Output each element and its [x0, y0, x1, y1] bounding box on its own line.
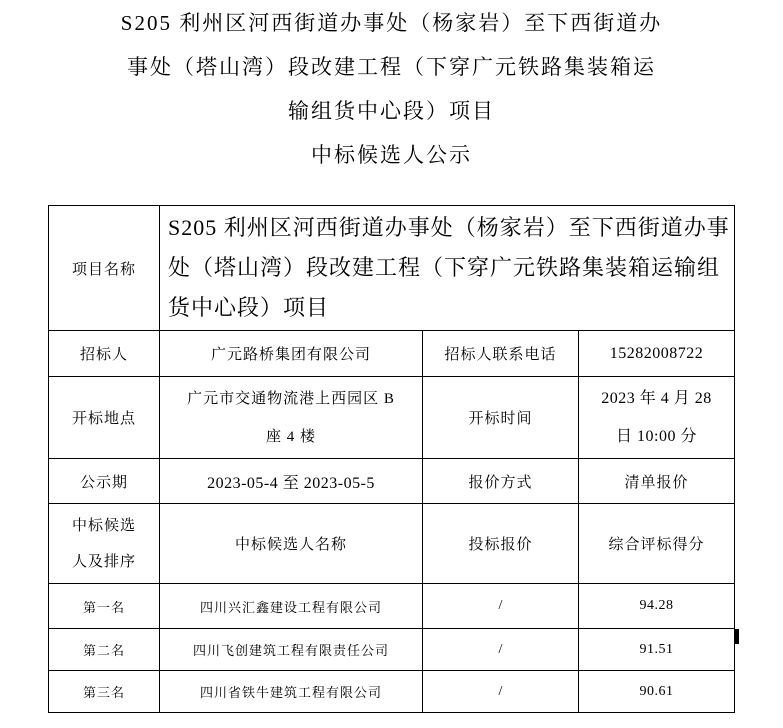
candidate-bid-price: /	[423, 629, 579, 671]
project-name-value: S205 利州区河西街道办事处（杨家岩）至下西街道办事处（塔山湾）段改建工程（下穿广元铁路集装箱运输组货中心段）项目	[160, 206, 735, 331]
pricing-method-value: 清单报价	[579, 459, 735, 504]
candidate-score: 91.51	[579, 629, 735, 671]
candidate-name: 四川省铁牛建筑工程有限公司	[160, 671, 423, 713]
bid-price-header: 投标报价	[423, 504, 579, 584]
table-row-project	[49, 206, 735, 331]
tenderer-phone-label: 招标人联系电话	[423, 331, 579, 377]
candidate-rank: 第一名	[49, 584, 160, 629]
table-row-publicity	[49, 459, 735, 504]
candidate-rank: 第二名	[49, 629, 160, 671]
table-row-candidate-1	[49, 584, 735, 629]
candidate-bid-price: /	[423, 671, 579, 713]
candidate-bid-price: /	[423, 584, 579, 629]
page-title-line: 中标候选人公示	[311, 143, 472, 167]
tenderer-label: 招标人	[49, 331, 160, 377]
opening-location-value	[160, 377, 423, 459]
table-row-candidate-2	[49, 629, 735, 671]
candidate-score: 90.61	[579, 671, 735, 713]
candidates-ranking-label-line: 人及排序	[71, 553, 136, 570]
pricing-method-label: 报价方式	[423, 459, 579, 504]
page-title-line: 输组货中心段）项目	[288, 99, 495, 123]
tenderer-phone-value: 15282008722	[579, 331, 735, 377]
candidate-rank: 第三名	[49, 671, 160, 713]
publicity-label: 公示期	[49, 459, 160, 504]
text-cursor-artifact	[735, 629, 739, 644]
page-title	[0, 1, 783, 177]
candidates-ranking-label	[49, 504, 160, 584]
candidate-name: 四川飞创建筑工程有限责任公司	[160, 629, 423, 671]
score-header: 综合评标得分	[579, 504, 735, 584]
page-title-line: S205 利州区河西街道办事处（杨家岩）至下西街道办	[120, 11, 663, 35]
opening-time-line: 2023 年 4 月 28	[601, 389, 712, 407]
candidate-score: 94.28	[579, 584, 735, 629]
project-name-label: 项目名称	[49, 206, 160, 331]
opening-time-label: 开标时间	[423, 377, 579, 459]
table-row-candidate-3	[49, 671, 735, 713]
candidate-name-header: 中标候选人名称	[160, 504, 423, 584]
page-title-line: 事处（塔山湾）段改建工程（下穿广元铁路集装箱运	[127, 55, 656, 79]
candidate-name: 四川兴汇鑫建设工程有限公司	[160, 584, 423, 629]
opening-time-value	[579, 377, 735, 459]
table-row-opening	[49, 377, 735, 459]
opening-location-line: 广元市交通物流港上西园区 B	[187, 390, 395, 407]
opening-location-label: 开标地点	[49, 377, 160, 459]
opening-time-line: 日 10:00 分	[616, 427, 697, 445]
table-row-tenderer	[49, 331, 735, 377]
announcement-table	[48, 205, 735, 713]
opening-location-line: 座 4 楼	[265, 428, 316, 445]
table-row-candidates-header	[49, 504, 735, 584]
candidates-ranking-label-line: 中标候选	[71, 517, 136, 534]
tenderer-value: 广元路桥集团有限公司	[160, 331, 423, 377]
publicity-value: 2023-05-4 至 2023-05-5	[160, 459, 423, 504]
